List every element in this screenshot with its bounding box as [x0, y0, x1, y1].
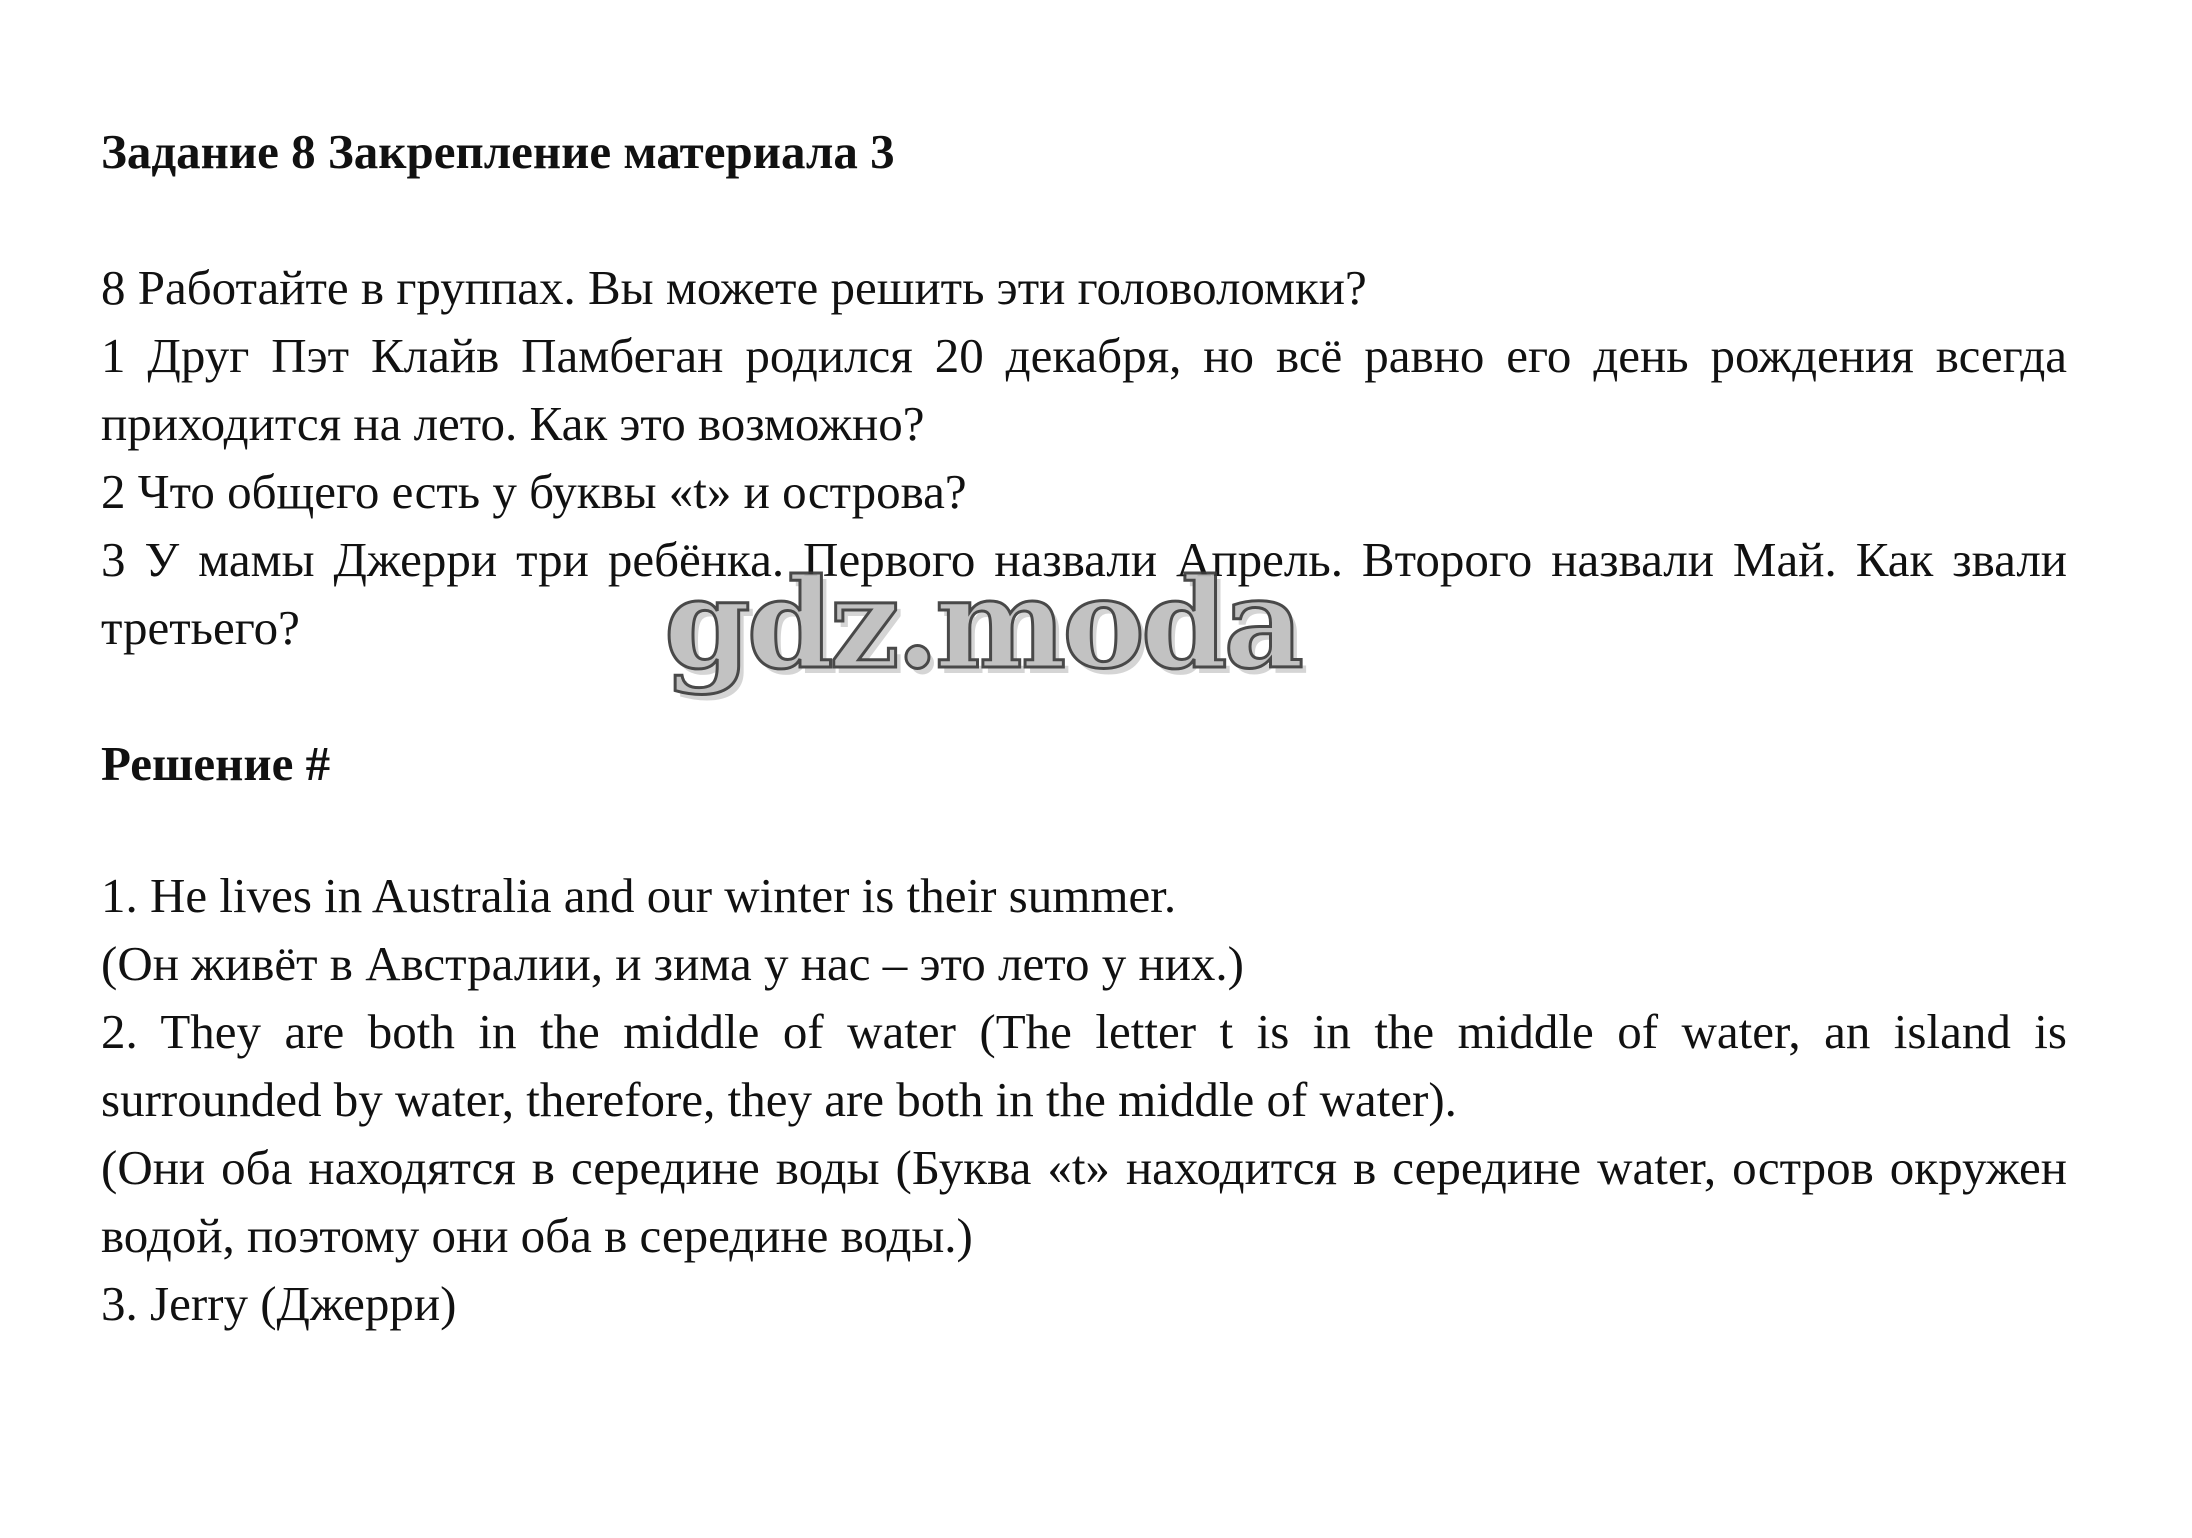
- puzzle-2-text: 2 Что общего есть у буквы «t» и острова?: [101, 464, 967, 519]
- task-instruction: 8 Работайте в группах. Вы можете решить эти головоломки?: [101, 260, 1367, 315]
- puzzle-1-text: 1 Друг Пэт Клайв Памбеган родился 20 декабря, но всё равно его день рождения всегда приходится на лето. Как это возможно?: [101, 328, 2067, 451]
- solution-title: Решение #: [101, 736, 331, 791]
- task-title: Задание 8 Закрепление материала 3: [101, 124, 895, 179]
- answer-2-english: 2. They are both in the middle of water (The letter t is in the middle of water, an island is surrounded by water, therefore, they are both in the middle of water).: [101, 1004, 2067, 1127]
- answer-3: 3. Jerry (Джерри): [101, 1276, 457, 1331]
- answer-1-russian: (Он живёт в Австралии, и зима у нас – это лето у них.): [101, 936, 1244, 991]
- answer-2-russian: (Они оба находятся в середине воды (Буква «t» находится в середине water, остров окружен водой, поэтому они оба в середине воды.): [101, 1140, 2067, 1263]
- puzzle-3-text: 3 У мамы Джерри три ребёнка. Первого назвали Апрель. Второго назвали Май. Как звали третьего?: [101, 532, 2067, 655]
- watermark-logo: gdz.moda: [664, 552, 1300, 697]
- answer-1-english: 1. He lives in Australia and our winter is their summer.: [101, 868, 1177, 923]
- document-page: [101, 118, 2067, 1338]
